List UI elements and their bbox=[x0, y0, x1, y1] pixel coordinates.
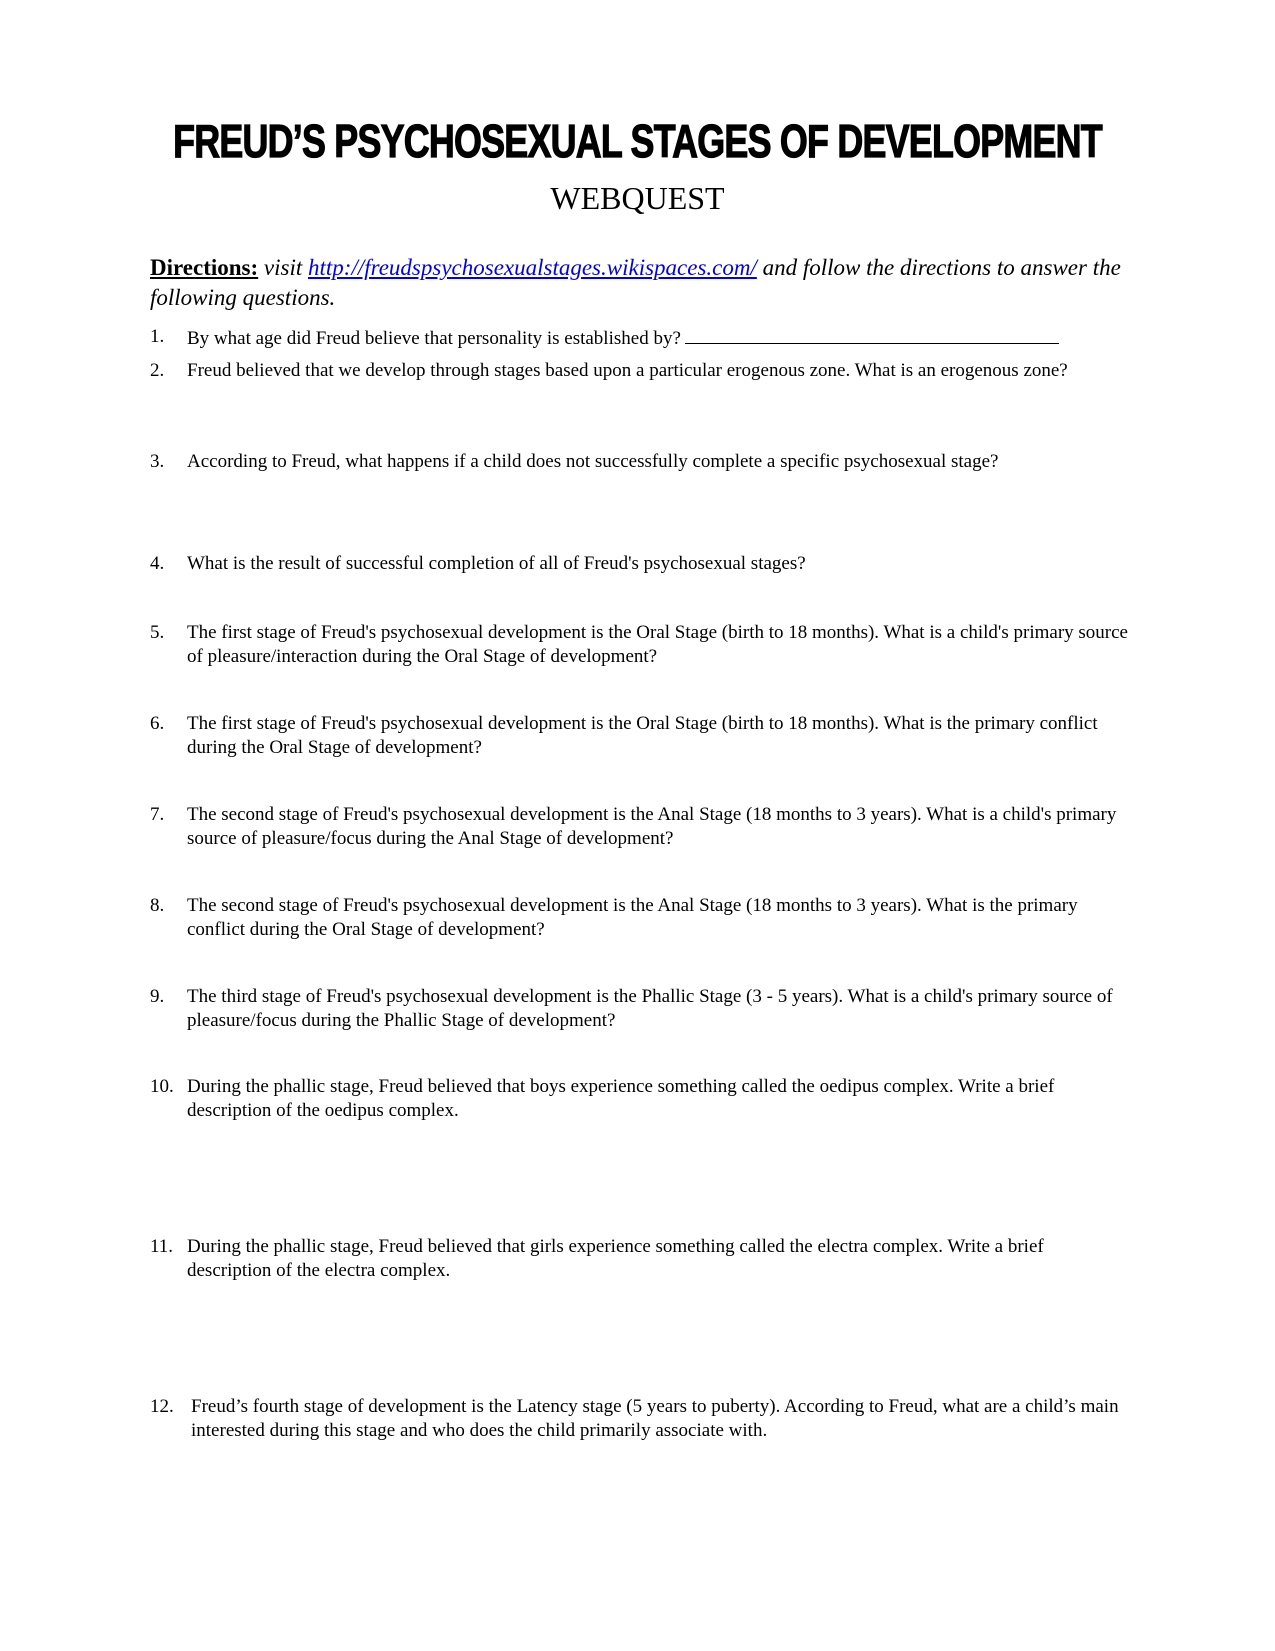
question-number: 10. bbox=[150, 1076, 174, 1097]
question-text: The first stage of Freud's psychosexual development is the Oral Stage (birth to 18 months). What is the primary conflict during the Oral Stage of development? bbox=[187, 713, 1098, 758]
question-number: 6. bbox=[150, 713, 165, 734]
question-text: Freud believed that we develop through stages based upon a particular erogenous zone. What is an erogenous zone? bbox=[187, 360, 1068, 381]
question-text: The first stage of Freud's psychosexual development is the Oral Stage (birth to 18 months). What is a child's primary source of pleasure/interaction during the Oral Stage of development? bbox=[187, 622, 1128, 667]
question-item bbox=[150, 1075, 1130, 1123]
question-number: 4. bbox=[150, 553, 165, 574]
question-item bbox=[150, 803, 1130, 851]
question-text: The third stage of Freud's psychosexual development is the Phallic Stage (3 - 5 years). What is a child's primary source of pleasure/focus during the Phallic Stage of development? bbox=[187, 986, 1113, 1031]
question-text: Freud’s fourth stage of development is the Latency stage (5 years to puberty). According to Freud, what are a child’s main interested during this stage and who does the child primarily associate with. bbox=[191, 1396, 1119, 1441]
question-item bbox=[150, 325, 1130, 351]
question-number: 9. bbox=[150, 986, 165, 1007]
question-number: 2. bbox=[150, 360, 165, 381]
question-number: 12. bbox=[150, 1396, 174, 1417]
question-item bbox=[150, 450, 1130, 474]
question-number: 1. bbox=[150, 326, 165, 347]
question-text: According to Freud, what happens if a child does not successfully complete a specific psychosexual stage? bbox=[187, 451, 999, 472]
question-item bbox=[150, 985, 1130, 1033]
directions-label: Directions: bbox=[150, 255, 259, 280]
directions-visit-text: visit bbox=[263, 255, 303, 280]
question-item bbox=[150, 552, 1130, 576]
question-item bbox=[150, 359, 1130, 383]
page-subtitle: WEBQUEST bbox=[550, 180, 725, 216]
question-number: 11. bbox=[150, 1236, 174, 1257]
question-item bbox=[150, 1235, 1130, 1283]
question-item bbox=[150, 894, 1130, 942]
page-title: FREUD’S PSYCHOSEXUAL STAGES OF DEVELOPMENT bbox=[173, 115, 1102, 167]
question-number: 7. bbox=[150, 804, 165, 825]
question-text: The second stage of Freud's psychosexual development is the Anal Stage (18 months to 3 years). What is the primary conflict during the Oral Stage of development? bbox=[187, 895, 1078, 940]
directions-paragraph bbox=[150, 253, 1130, 313]
directions-instruction-text: and follow the directions to answer the following questions. bbox=[150, 255, 1121, 310]
question-text: By what age did Freud believe that personality is established by? bbox=[187, 328, 681, 349]
question-text: The second stage of Freud's psychosexual development is the Anal Stage (18 months to 3 years). What is a child's primary source of pleasure/focus during the Anal Stage of development? bbox=[187, 804, 1117, 849]
question-number: 5. bbox=[150, 622, 165, 643]
question-text: During the phallic stage, Freud believed that girls experience something called the electra complex. Write a brief description of the electra complex. bbox=[187, 1236, 1044, 1281]
question-item bbox=[150, 621, 1130, 669]
webquest-link[interactable]: http://freudspsychosexualstages.wikispaces.com/ bbox=[308, 255, 757, 280]
question-item bbox=[150, 712, 1130, 760]
question-number: 3. bbox=[150, 451, 165, 472]
answer-blank-line[interactable] bbox=[685, 325, 1059, 344]
question-text: During the phallic stage, Freud believed that boys experience something called the oedipus complex. Write a brief description of the oedipus complex. bbox=[187, 1076, 1055, 1121]
question-item bbox=[150, 1395, 1130, 1443]
question-number: 8. bbox=[150, 895, 165, 916]
question-text: What is the result of successful completion of all of Freud's psychosexual stages? bbox=[187, 553, 806, 574]
